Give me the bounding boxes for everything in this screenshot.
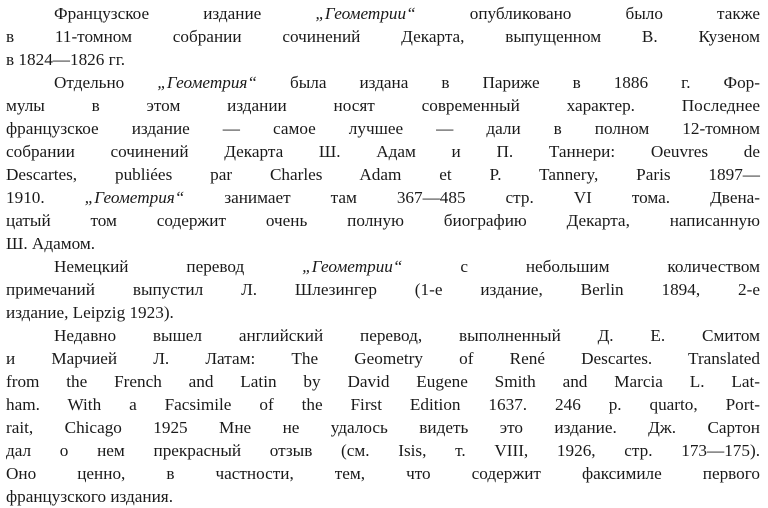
text-line xyxy=(6,278,760,301)
text-segment: Ш. Адамом. xyxy=(6,234,96,253)
italic-title: „Геометрии“ xyxy=(315,4,416,23)
text-line xyxy=(6,48,760,71)
text-line xyxy=(6,140,760,163)
text-segment: французское издание — самое лучшее — дали в полном 12-томном xyxy=(6,119,760,138)
text-line xyxy=(6,117,760,140)
text-line xyxy=(6,393,760,416)
text-line xyxy=(6,232,760,255)
text-segment: from the French and Latin by David Eugene Smith and Marcia L. Lat- xyxy=(6,372,760,391)
text-segment: и Марчией Л. Латам: The Geometry of René Descartes. Translated xyxy=(6,349,760,368)
text-line xyxy=(6,71,760,94)
text-segment: Немецкий перевод xyxy=(54,257,303,276)
text-line xyxy=(6,324,760,347)
text-line xyxy=(6,439,760,462)
text-line xyxy=(6,25,760,48)
text-segment: была издана в Париже в 1886 г. Фор- xyxy=(256,73,760,92)
italic-title: „Геометрия“ xyxy=(84,188,185,207)
text-segment: с небольшим количеством xyxy=(402,257,760,276)
text-segment: мулы в этом издании носят современный характер. Последнее xyxy=(6,96,760,115)
paragraph xyxy=(6,2,760,71)
text-segment: Французское издание xyxy=(54,4,316,23)
text-line xyxy=(6,255,760,278)
text-body xyxy=(6,2,760,508)
italic-title: „Геометрия“ xyxy=(157,73,257,92)
text-segment: французского издания. xyxy=(6,487,173,506)
text-line xyxy=(6,301,760,324)
text-segment: опубликовано было также xyxy=(415,4,760,23)
text-segment: издание, Leipzig 1923). xyxy=(6,303,174,322)
text-line xyxy=(6,462,760,485)
text-segment: ham. With a Facsimile of the First Edition 1637. 246 p. quarto, Port- xyxy=(6,395,760,414)
text-segment: в 1824—1826 гг. xyxy=(6,50,126,69)
paragraph xyxy=(6,255,760,324)
text-line xyxy=(6,485,760,508)
text-line xyxy=(6,163,760,186)
text-line xyxy=(6,186,760,209)
italic-title: „Геометрии“ xyxy=(302,257,403,276)
text-line xyxy=(6,370,760,393)
text-line xyxy=(6,94,760,117)
text-line xyxy=(6,347,760,370)
text-line xyxy=(6,416,760,439)
text-segment: дал о нем прекрасный отзыв (см. Isis, т. VIII, 1926, стр. 173—175). xyxy=(6,441,760,460)
text-segment: 1910. xyxy=(6,188,85,207)
text-segment: занимает там 367—485 стр. VI тома. Двена- xyxy=(184,188,760,207)
text-segment: в 11-томном собрании сочинений Декарта, выпущенном В. Кузеном xyxy=(6,27,760,46)
paragraph xyxy=(6,324,760,508)
text-line xyxy=(6,209,760,232)
text-segment: Descartes, publiées par Charles Adam et P. Tannery, Paris 1897— xyxy=(6,165,760,184)
text-segment: цатый том содержит очень полную биографию Декарта, написанную xyxy=(6,211,760,230)
text-line xyxy=(6,2,760,25)
text-segment: Оно ценно, в частности, тем, что содержит факсимиле первого xyxy=(6,464,760,483)
text-segment: rait, Chicago 1925 Мне не удалось видеть это издание. Дж. Сартон xyxy=(6,418,760,437)
paragraph xyxy=(6,71,760,255)
text-segment: Недавно вышел английский перевод, выполненный Д. Е. Смитом xyxy=(54,326,760,345)
text-segment: примечаний выпустил Л. Шлезингер (1-е издание, Berlin 1894, 2-е xyxy=(6,280,760,299)
text-segment: собрании сочинений Декарта Ш. Адам и П. Таннери: Oeuvres de xyxy=(6,142,760,161)
text-segment: Отдельно xyxy=(54,73,158,92)
